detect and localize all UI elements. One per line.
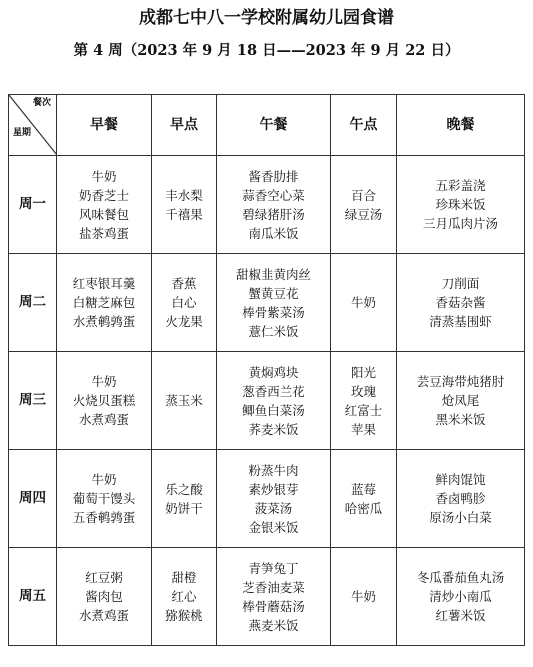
dish-item: 芸豆海带炖猪肘: [416, 374, 505, 389]
dish-item: 乐之酸: [165, 481, 203, 497]
dish-item: 青笋兔丁: [248, 560, 299, 576]
dish-item: 葱香西兰花: [242, 383, 305, 399]
meal-cell-breakfast: [57, 352, 152, 450]
dish-item: 千禧果: [165, 206, 203, 222]
dish-item: 奶香芝士: [78, 187, 129, 203]
meal-cell-afternoon-snack: [331, 352, 397, 450]
header-afternoon-snack: 午点: [331, 95, 397, 156]
dish-item: 火烧贝蛋糕: [72, 393, 136, 408]
meal-cell-afternoon-snack: [331, 254, 397, 352]
dish-item: 白心: [171, 295, 197, 310]
meal-cell-afternoon-snack: [331, 156, 397, 254]
meal-cell-breakfast: [57, 254, 152, 352]
dish-item: 蒸玉米: [165, 393, 203, 408]
dish-item: 燕麦米饭: [248, 617, 299, 633]
dish-item: 金银米饭: [248, 519, 299, 535]
dish-item: 甜椒韭黄肉丝: [235, 266, 311, 282]
day-cell: 周四: [9, 450, 57, 548]
meal-cell-morning-snack: [152, 254, 217, 352]
dish-item: 荞麦米饭: [248, 421, 299, 437]
dish-item: 水煮鸡蛋: [78, 412, 129, 427]
dish-item: 水煮鹌鹑蛋: [72, 314, 136, 329]
dish-item: 原汤小白菜: [429, 510, 492, 525]
dish-item: 蒜香空心菜: [242, 187, 305, 203]
dish-item: 鲫鱼白菜汤: [242, 402, 305, 418]
dish-item: 冬瓜番茄鱼丸汤: [416, 570, 505, 585]
meal-cell-lunch: [217, 352, 331, 450]
day-cell: 周二: [9, 254, 57, 352]
meal-cell-breakfast: [57, 548, 152, 646]
dish-item: 芝香油麦菜: [242, 579, 305, 595]
dish-item: 奶饼干: [165, 500, 203, 516]
meal-cell-morning-snack: [152, 156, 217, 254]
dish-item: 葡萄干馒头: [72, 491, 136, 506]
dish-item: 水煮鸡蛋: [78, 608, 129, 623]
menu-table: [8, 94, 525, 646]
dish-item: 红薯米饭: [435, 608, 486, 623]
dish-item: 牛奶: [91, 472, 117, 487]
meal-cell-breakfast: [57, 156, 152, 254]
meal-cell-morning-snack: [152, 352, 217, 450]
dish-item: 苹果: [350, 421, 376, 437]
dish-item: 菠菜汤: [254, 500, 293, 516]
meal-cell-lunch: [217, 450, 331, 548]
table-row: [9, 254, 525, 352]
meal-cell-afternoon-snack: [331, 548, 397, 646]
table-row: [9, 450, 525, 548]
meal-cell-lunch: [217, 548, 331, 646]
dish-item: 棒骨蘑菇汤: [242, 598, 305, 614]
meal-cell-dinner: [397, 352, 525, 450]
dish-item: 丰水梨: [165, 187, 203, 203]
dish-item: 香菇杂酱: [435, 295, 486, 310]
dish-item: 蟹黄豆花: [248, 285, 299, 301]
dish-item: 火龙果: [165, 314, 203, 329]
dish-item: 碧绿猪肝汤: [242, 206, 305, 222]
dish-item: 棒骨紫菜汤: [242, 304, 305, 320]
meal-cell-afternoon-snack: [331, 450, 397, 548]
dish-item: 红枣银耳羹: [72, 276, 136, 291]
corner-day-label: 星期: [13, 128, 32, 138]
table-row: [9, 352, 525, 450]
dish-item: 牛奶: [350, 589, 376, 604]
dish-item: 清炒小南瓜: [429, 589, 492, 604]
meal-cell-dinner: [397, 450, 525, 548]
dish-item: 盐茶鸡蛋: [78, 225, 129, 241]
dish-item: 三月瓜肉片汤: [422, 216, 498, 231]
dish-item: 蓝莓: [350, 481, 376, 497]
page-title: 成都七中八一学校附属幼儿园食谱: [139, 8, 394, 28]
dish-item: 牛奶: [91, 168, 117, 184]
header-breakfast: 早餐: [57, 95, 152, 156]
week-subtitle: 第 4 周（2023 年 9 月 18 日——2023 年 9 月 22 日）: [73, 42, 460, 59]
dish-item: 黑米米饭: [435, 412, 486, 427]
dish-item: 香蕉: [171, 276, 197, 291]
header-lunch: 午餐: [217, 95, 331, 156]
meal-cell-dinner: [397, 156, 525, 254]
corner-meal-label: 餐次: [32, 98, 51, 108]
dish-item: 哈密瓜: [344, 500, 383, 516]
header-morning-snack: 早点: [152, 95, 217, 156]
meal-cell-morning-snack: [152, 548, 217, 646]
header-dinner: 晚餐: [397, 95, 525, 156]
dish-item: 鲜肉馄饨: [435, 472, 486, 487]
day-cell: 周五: [9, 548, 57, 646]
dish-item: 红心: [171, 589, 197, 604]
dish-item: 猕猴桃: [165, 608, 203, 623]
dish-item: 刀削面: [441, 276, 480, 291]
dish-item: 素炒银芽: [248, 481, 299, 497]
dish-item: 南瓜米饭: [248, 225, 299, 241]
meal-cell-morning-snack: [152, 450, 217, 548]
table-row: [9, 548, 525, 646]
day-cell: 周一: [9, 156, 57, 254]
dish-item: 玫瑰: [350, 383, 376, 399]
dish-item: 炝凤尾: [441, 393, 480, 408]
dish-item: 粉蒸牛肉: [248, 462, 299, 478]
dish-item: 酱肉包: [85, 589, 123, 604]
dish-item: 五香鹌鹑蛋: [72, 510, 136, 525]
dish-item: 黄焖鸡块: [248, 364, 299, 380]
dish-item: 阳光: [350, 364, 376, 380]
dish-item: 红富士: [344, 402, 383, 418]
meal-cell-dinner: [397, 548, 525, 646]
dish-item: 牛奶: [350, 295, 376, 310]
meal-cell-breakfast: [57, 450, 152, 548]
dish-item: 绿豆汤: [344, 206, 383, 222]
dish-item: 风味餐包: [78, 206, 129, 222]
dish-item: 白糖芝麻包: [72, 295, 136, 310]
day-cell: 周三: [9, 352, 57, 450]
meal-cell-lunch: [217, 254, 331, 352]
dish-item: 甜橙: [171, 570, 197, 585]
dish-item: 香卤鸭胗: [435, 491, 486, 506]
meal-cell-dinner: [397, 254, 525, 352]
menu-body: [9, 156, 525, 646]
table-row: [9, 156, 525, 254]
dish-item: 牛奶: [91, 374, 117, 389]
dish-item: 红豆粥: [85, 570, 123, 585]
dish-item: 酱香肋排: [248, 168, 299, 184]
dish-item: 百合: [350, 187, 376, 203]
dish-item: 薏仁米饭: [248, 323, 299, 339]
dish-item: 清蒸基围虾: [429, 314, 492, 329]
header-row: [9, 95, 525, 156]
corner-cell: [9, 95, 57, 156]
dish-item: 五彩盖浇: [435, 178, 486, 193]
dish-item: 珍珠米饭: [435, 197, 486, 212]
meal-cell-lunch: [217, 156, 331, 254]
